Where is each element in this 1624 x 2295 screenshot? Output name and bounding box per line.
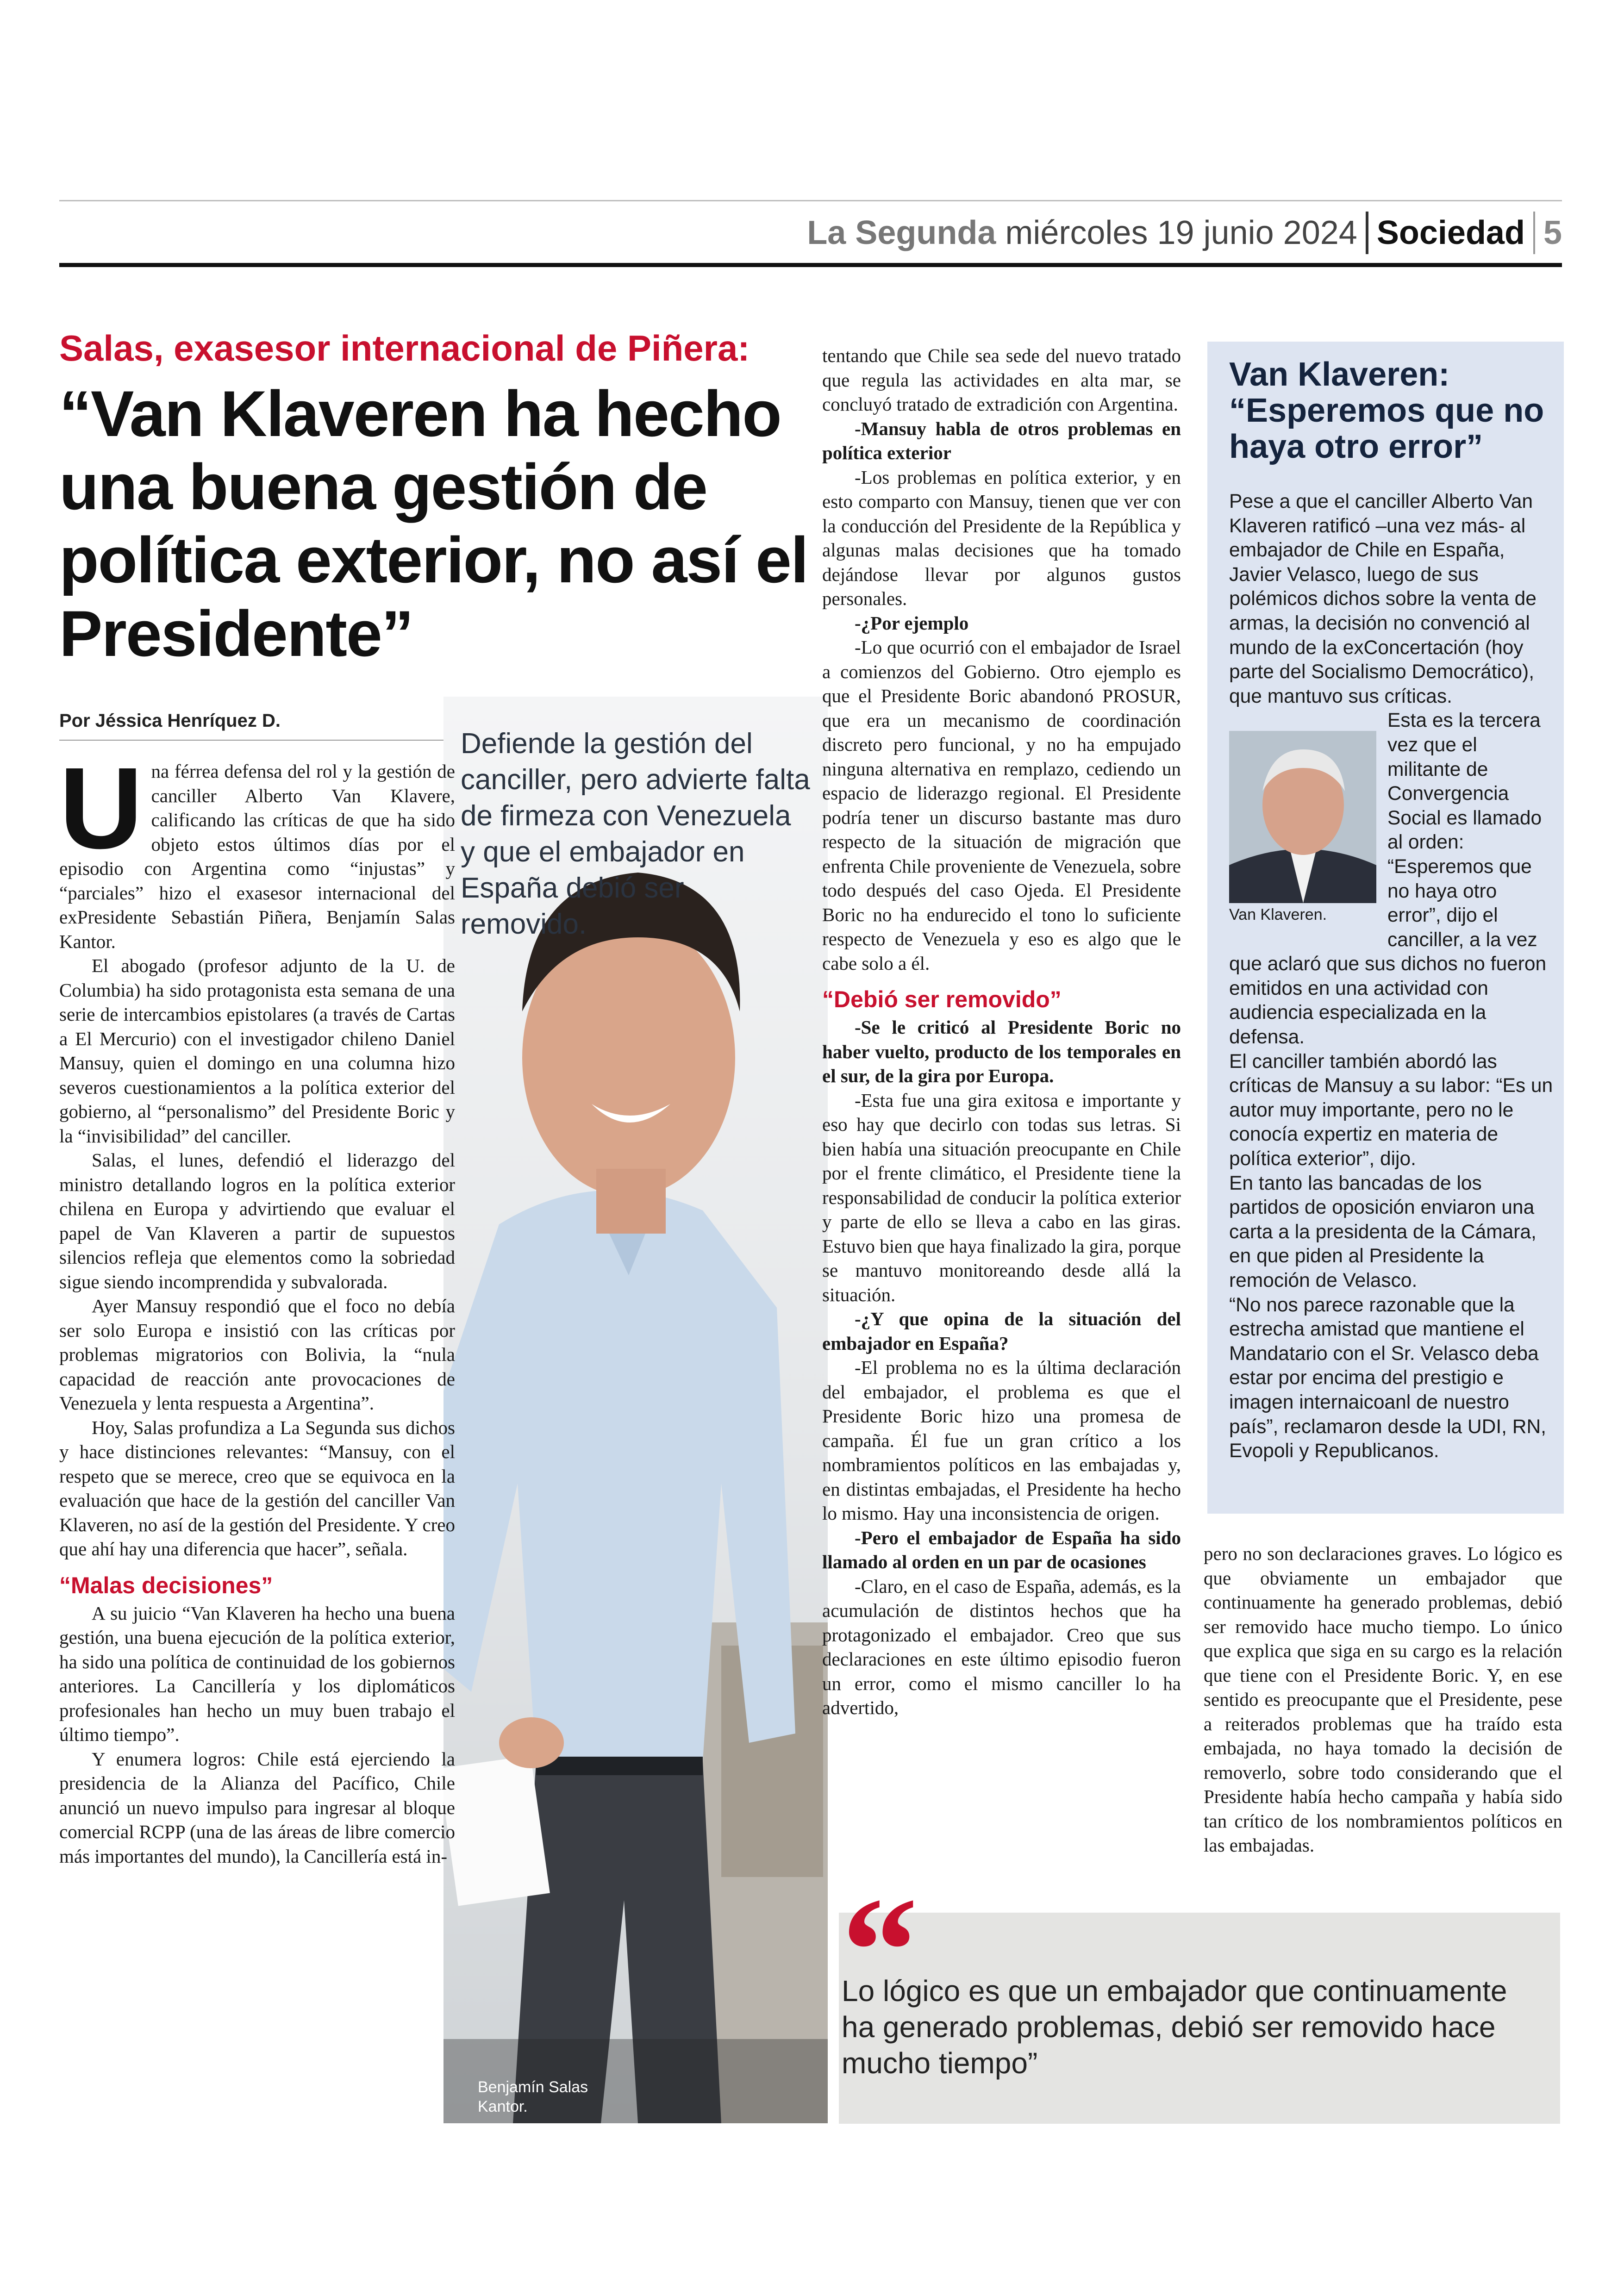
article-column-1 [59,743,455,1868]
paragraph: Hoy, Salas profundiza a La Segunda sus dichos y hace distinciones relevantes: “Mansuy, con el respeto que se merece, creo que se equivoca en la evaluación que hace de la gestión del canciller Van Klaveren, no así de la gestión del Presidente. Y creo que ahí hay una diferencia que hacer”, señala. [59,1416,455,1559]
interview-question: -Pero el embajador de España ha sido llamado al orden en un par de ocasiones [822,1527,1181,1572]
interview-question: -Se le criticó al Presidente Boric no haber vuelto, producto de los temporales en el sur, de la gira por Europa. [822,1017,1181,1086]
sidebar-title: Van Klaveren: “Esperemos que no haya otro error” [1229,356,1544,465]
header-divider-2 [1533,212,1535,254]
paragraph: Ayer Mansuy respondió que el foco no debía ser solo Europa e insistió con las críticas por problemas migratorios con Bolivia, la “nula capacidad de reacción ante provocaciones de Venezuela y lenta respuesta a Argentina”. [59,1295,455,1414]
article-column-2 [822,343,1181,1720]
paragraph: El abogado (profesor adjunto de la U. de Columbia) ha sido protagonista esta semana de una serie de intercambios epistolares (a través de Cartas a El Mercurio) con el investigador chileno Daniel Mansuy, quien el domingo en una columna hizo severos cuestionamientos a la política exterior del gobierno, al “personalismo” del Presidente Boric y la “invisibilidad” del canciller. [59,955,455,1147]
interview-answer: -Claro, en el caso de España, además, es la acumulación de distintos hechos que ha protagonizado el embajador. Creo que sus declaraciones en este último episodio fueron un error, como el mismo canciller lo ha advertido, [822,1575,1181,1718]
subhead-malas-decisiones: “Malas decisiones” [59,1572,273,1598]
header-bottom-rule [59,263,1562,267]
sidebar-paragraph: El canciller también abordó las críticas de Mansuy a su labor: “Es un autor muy importante, pero no le conocía expertiz en materia de política exterior”, dijo. [1229,1050,1553,1170]
interview-answer: -El problema no es la última declaración del embajador, el problema es que el Presidente Boric hizo una promesa de campaña. Él fue un gran crítico a los nombramientos políticos en las embajadas y, en distintas embajadas, el Presidente ha hecho lo mismo. Hay una inconsistencia de origen. [822,1357,1181,1524]
photo-caption: Benjamín Salas Kantor. [478,2078,588,2115]
sidebar-paragraph: “No nos parece razonable que la estrecha amistad que mantiene el Mandatario con el Sr. Velasco deba estar por encima del prestigio e imagen internaicoanl de nuestro país”, reclamaron desde la UDI, RN, Evopoli y Republicanos. [1229,1294,1546,1462]
pull-quote-text: Lo lógico es que un embajador que continuamente ha generado problemas, debió ser removido hace mucho tiempo” [842,1974,1507,2080]
sidebar-body [1229,490,1553,1464]
page-number: 5 [1543,214,1562,251]
sidebar-paragraph: Pese a que el canciller Alberto Van Klaveren ratificó –una vez más- al embajador de Chile en España, Javier Velasco, luego de sus polémicos dichos sobre la venta de armas, la decisión no convenció al mundo de la exConcertación (hoy parte del Socialismo Democrático), que mantuvo sus críticas. [1229,491,1537,707]
interview-question: -Mansuy habla de otros problemas en política exterior [822,418,1181,463]
subhead-debio-ser-removido: “Debió ser removido” [822,986,1062,1012]
sidebar-photo-caption: Van Klaveren. [1229,906,1327,924]
article-byline: Por Jéssica Henríquez D. [59,711,281,731]
interview-answer: -Los problemas en política exterior, y en esto comparto con Mansuy, tienen que ver con la conducción del Presidente de la República y algunas malas decisiones que ha tomado dejándose llevar por algunos gustos personales. [822,466,1181,609]
paragraph: Salas, el lunes, defendió el liderazgo del ministro detallando logros en la política exterior chilena en Europa y advirtiendo que evaluar el papel de Van Klaveren a partir de supuestos silencios refleja que elementos como la sobriedad sigue siendo incomprendida y subvalorada. [59,1149,455,1292]
portrait-illustration [1229,731,1376,903]
issue-date: miércoles 19 junio 2024 [1005,214,1357,251]
article-kicker: Salas, exasesor internacional de Piñera: [59,328,750,368]
drop-cap: U [59,743,143,873]
header-divider [1366,212,1368,254]
byline-rule [59,740,455,741]
interview-question: -¿Por ejemplo [855,612,969,634]
article-deck: Defiende la gestión del canciller, pero advierte falta de firmeza con Venezuela y que el embajador en España debió ser removido. [461,728,810,940]
quote-mark-icon: “ [842,1866,918,2035]
sidebar-paragraph: Esta es la tercera vez que el militante de Convergencia Social es llamado al orden: “Esperemos que no haya otro error”, dijo el canciller, a la vez que aclaró que sus dichos no fueron emitidos en una actividad con audiencia especializada en la defensa. [1229,710,1547,1048]
paragraph: tentando que Chile sea sede del nuevo tratado que regula las actividades en alta mar, se concluyó tratado de extradición con Argentina. [822,345,1181,415]
interview-answer: -Lo que ocurrió con el embajador de Israel a comienzos del Gobierno. Otro ejemplo es que el Presidente Boric abandonó PROSUR, que era un mecanismo de coordinación discreto pero funcional, y no ha empujado ninguna alternativa en remplazo, cediendo un espacio de liderazgo regional. El Presidente podría tener un discurso bastante mas duro respecto de la situación de migración que enfrenta Chile proveniente de Venezuela, sobre todo después del caso Ojeda. El Presidente Boric no ha endurecido el tono lo suficiente respecto de Venezuela y eso es algo que le cabe solo a él. [822,636,1181,974]
paragraph: pero no son declaraciones graves. Lo lógico es que obviamente un embajador que continuamente ha generado problemas, debió ser removido hace mucho tiempo. Lo único que explica que siga en su cargo es la relación que tiene con el Presidente Boric. Y, en ese sentido es preocupante que el Presidente, pese a reiterados problemas que ha traído esta embajada, no haya tomado la decisión de removerlo, sobre todo considerando que el Presidente había hecho campaña y había sido tan crítico de los nombramientos políticos en las embajadas. [1204,1543,1562,1856]
interview-answer: -Esta fue una gira exitosa e importante y eso hay que decirlo con todas sus letras. Si bien había una situación preocupante en Chile por el frente climático, el Presidente tiene la responsabilidad de conducir la política exterior y parte de ello se lleva a cabo en las giras. Estuvo bien que haya finalizado la gira, porque se mantuvo monitoreando desde allá la situación. [822,1089,1181,1305]
page-header [807,207,1562,258]
interview-question: -¿Y que opina de la situación del embajador en España? [822,1308,1181,1354]
sidebar-photo [1229,731,1376,903]
paragraph: Y enumera logros: Chile está ejerciendo la presidencia de la Alianza del Pacífico, Chile anunció un nuevo impulso para ingresar al bloque comercial RCPP (una de las áreas de libre comercio más importantes del mundo), la Cancillería está in- [59,1748,455,1867]
paragraph: na férrea defensa del rol y la gestión de canciller Alberto Van Klavere, calificando las críticas de que ha sido objeto estos últimos días por el episodio con Argentina como “injustas” y “parciales” hizo el exasesor internacional del exPresidente Sebastián Piñera, Benjamín Salas Kantor. [59,761,455,952]
article-column-3 [1204,1541,1562,1858]
header-top-rule [59,200,1562,201]
sidebar-paragraph: En tanto las bancadas de los partidos de oposición enviaron una carta a la presidenta de la Cámara, en que piden al Presidente la remoción de Velasco. [1229,1172,1537,1291]
publication-name: La Segunda [807,214,996,251]
article-headline: “Van Klaveren ha hecho una buena gestión de política exterior, no así el Presidente” [59,377,808,670]
section-name: Sociedad [1376,214,1525,251]
paragraph: A su juicio “Van Klaveren ha hecho una buena gestión, una buena ejecución de la política exterior, ha sido una política de continuidad de los gobiernos anteriores. La Cancillería y los diplomáticos profesionales han hecho un muy buen trabajo el último tiempo”. [59,1602,455,1745]
